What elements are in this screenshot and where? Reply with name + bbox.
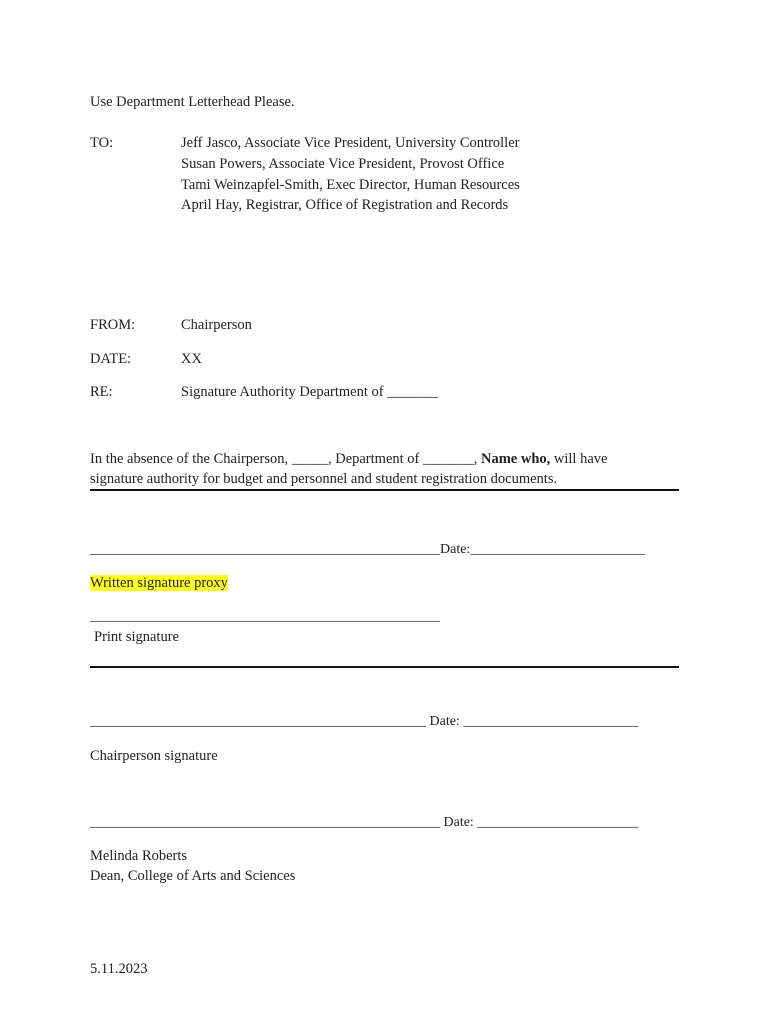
print-signature-label: Print signature (94, 629, 179, 645)
body-text: In the absence of the Chairperson, _____, Department of _______, (90, 451, 481, 467)
from-value: Chairperson (181, 317, 252, 333)
to-recipient: Susan Powers, Associate Vice President, Provost Office (181, 156, 505, 172)
dean-title: Dean, College of Arts and Sciences (90, 868, 296, 884)
date-value: XX (181, 351, 202, 367)
letterhead-note: Use Department Letterhead Please. (90, 94, 295, 110)
section-divider (90, 489, 679, 491)
dean-signature-line[interactable]: __________________________________________________ Date: _______________________ (90, 815, 639, 830)
date-label: DATE: (90, 351, 132, 367)
dean-name: Melinda Roberts (90, 848, 188, 864)
footer-date: 5.11.2023 (90, 961, 148, 977)
body-paragraph-line2: signature authority for budget and personnel and student registration documents. (90, 471, 558, 487)
to-label: TO: (90, 135, 114, 151)
chair-signature-line[interactable]: ________________________________________________ Date: _________________________ (90, 714, 639, 729)
highlighted-text: Written signature proxy (90, 575, 228, 591)
proxy-highlight-label (90, 573, 228, 593)
print-signature-line[interactable]: __________________________________________________ (90, 609, 440, 624)
from-label: FROM: (90, 317, 136, 333)
section-divider (90, 666, 679, 668)
body-bold-name: Name who, (481, 451, 551, 467)
re-value: Signature Authority Department of _______ (181, 384, 438, 400)
body-paragraph (90, 449, 607, 469)
to-recipient: Tami Weinzapfel-Smith, Exec Director, Human Resources (181, 177, 520, 193)
chair-signature-label: Chairperson signature (90, 748, 218, 764)
to-recipient: April Hay, Registrar, Office of Registration and Records (181, 197, 509, 213)
proxy-signature-line[interactable]: __________________________________________________Date:_________________________ (90, 542, 646, 557)
re-label: RE: (90, 384, 113, 400)
body-text: will have (550, 451, 608, 467)
to-recipient: Jeff Jasco, Associate Vice President, University Controller (181, 135, 520, 151)
